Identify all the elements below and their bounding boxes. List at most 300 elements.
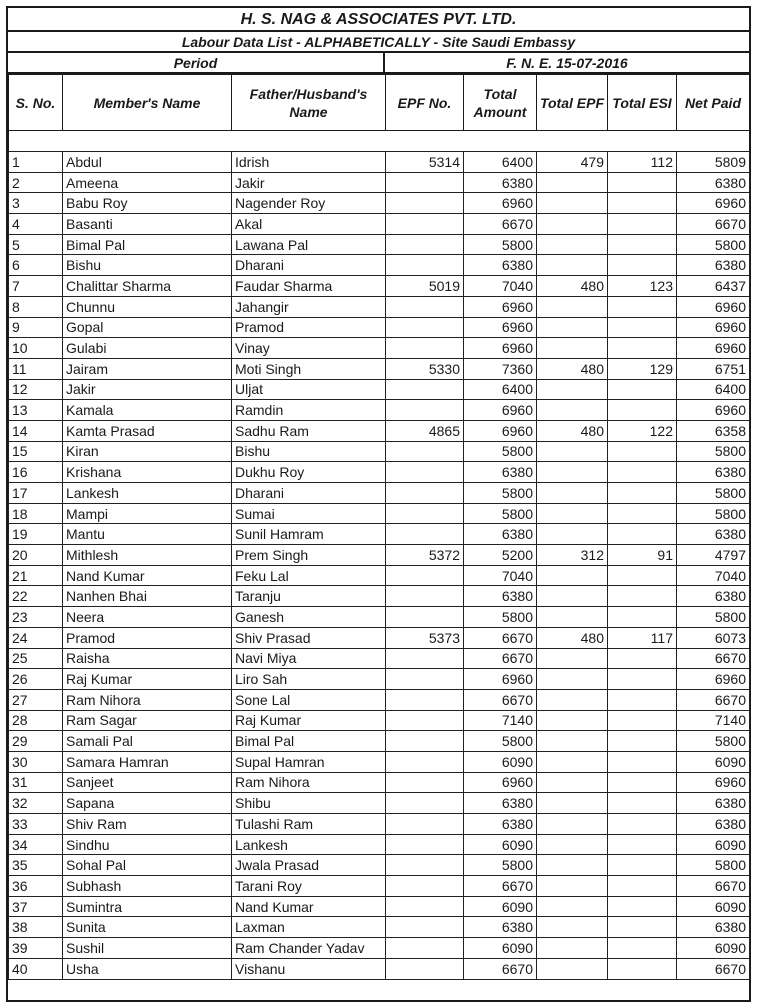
cell-member-name: Sohal Pal	[63, 855, 232, 876]
cell-net-paid: 6380	[677, 172, 750, 193]
table-row	[9, 420, 750, 441]
cell-total-esi	[608, 462, 677, 483]
cell-epf-no: 5314	[386, 152, 464, 173]
cell-total-epf: 312	[537, 545, 608, 566]
cell-net-paid: 6380	[677, 255, 750, 276]
cell-net-paid: 6358	[677, 420, 750, 441]
table-row	[9, 834, 750, 855]
cell-total-amount: 5800	[464, 855, 537, 876]
cell-member-name: Jakir	[63, 379, 232, 400]
cell-father-name: Vinay	[232, 338, 386, 359]
cell-father-name: Sone Lal	[232, 689, 386, 710]
cell-sno: 6	[9, 255, 63, 276]
cell-total-amount: 6400	[464, 379, 537, 400]
cell-total-epf	[537, 876, 608, 897]
table-row	[9, 565, 750, 586]
table-row	[9, 441, 750, 462]
cell-net-paid: 6437	[677, 276, 750, 297]
cell-epf-no	[386, 462, 464, 483]
cell-member-name: Lankesh	[63, 483, 232, 504]
table-row	[9, 172, 750, 193]
cell-total-epf	[537, 814, 608, 835]
cell-total-epf	[537, 317, 608, 338]
cell-member-name: Pramod	[63, 627, 232, 648]
cell-total-epf	[537, 793, 608, 814]
cell-net-paid: 6380	[677, 462, 750, 483]
cell-member-name: Gulabi	[63, 338, 232, 359]
header-net-paid: Net Paid	[677, 75, 750, 131]
cell-father-name: Jwala Prasad	[232, 855, 386, 876]
cell-net-paid: 6960	[677, 772, 750, 793]
cell-total-epf	[537, 214, 608, 235]
cell-epf-no	[386, 379, 464, 400]
table-row	[9, 379, 750, 400]
cell-father-name: Nagender Roy	[232, 193, 386, 214]
cell-net-paid: 6960	[677, 296, 750, 317]
cell-member-name: Sindhu	[63, 834, 232, 855]
cell-total-esi	[608, 669, 677, 690]
header-epf-no: EPF No.	[386, 75, 464, 131]
cell-sno: 24	[9, 627, 63, 648]
table-row	[9, 400, 750, 421]
cell-net-paid: 5800	[677, 503, 750, 524]
cell-total-epf	[537, 379, 608, 400]
cell-sno: 15	[9, 441, 63, 462]
table-row	[9, 317, 750, 338]
cell-sno: 1	[9, 152, 63, 173]
cell-epf-no: 4865	[386, 420, 464, 441]
cell-net-paid: 5800	[677, 441, 750, 462]
cell-sno: 21	[9, 565, 63, 586]
cell-father-name: Sadhu Ram	[232, 420, 386, 441]
cell-total-esi	[608, 689, 677, 710]
cell-total-esi: 122	[608, 420, 677, 441]
cell-epf-no	[386, 234, 464, 255]
cell-father-name: Pramod	[232, 317, 386, 338]
cell-total-amount: 6380	[464, 586, 537, 607]
cell-epf-no	[386, 689, 464, 710]
table-row	[9, 276, 750, 297]
cell-total-esi: 91	[608, 545, 677, 566]
cell-net-paid: 6670	[677, 689, 750, 710]
cell-epf-no	[386, 296, 464, 317]
labour-table	[8, 74, 750, 980]
cell-sno: 37	[9, 896, 63, 917]
table-row	[9, 358, 750, 379]
cell-epf-no	[386, 958, 464, 979]
cell-total-epf	[537, 896, 608, 917]
table-row	[9, 689, 750, 710]
cell-epf-no	[386, 338, 464, 359]
cell-sno: 39	[9, 938, 63, 959]
cell-total-esi	[608, 338, 677, 359]
cell-member-name: Kamta Prasad	[63, 420, 232, 441]
cell-sno: 31	[9, 772, 63, 793]
cell-epf-no	[386, 648, 464, 669]
cell-father-name: Idrish	[232, 152, 386, 173]
cell-epf-no	[386, 896, 464, 917]
cell-member-name: Gopal	[63, 317, 232, 338]
cell-total-esi	[608, 607, 677, 628]
cell-epf-no	[386, 214, 464, 235]
cell-father-name: Ramdin	[232, 400, 386, 421]
table-row	[9, 793, 750, 814]
cell-father-name: Supal Hamran	[232, 751, 386, 772]
cell-total-esi	[608, 772, 677, 793]
cell-net-paid: 6090	[677, 896, 750, 917]
cell-father-name: Prem Singh	[232, 545, 386, 566]
cell-total-epf	[537, 565, 608, 586]
cell-sno: 8	[9, 296, 63, 317]
cell-total-epf	[537, 607, 608, 628]
cell-sno: 40	[9, 958, 63, 979]
cell-total-esi	[608, 648, 677, 669]
cell-total-epf	[537, 400, 608, 421]
cell-net-paid: 6960	[677, 669, 750, 690]
cell-sno: 22	[9, 586, 63, 607]
cell-sno: 3	[9, 193, 63, 214]
cell-total-esi	[608, 503, 677, 524]
cell-total-amount: 6960	[464, 317, 537, 338]
cell-member-name: Raisha	[63, 648, 232, 669]
cell-net-paid: 6380	[677, 586, 750, 607]
cell-total-epf	[537, 234, 608, 255]
cell-net-paid: 7040	[677, 565, 750, 586]
cell-epf-no	[386, 814, 464, 835]
table-row	[9, 855, 750, 876]
cell-total-amount: 5800	[464, 483, 537, 504]
cell-net-paid: 6380	[677, 814, 750, 835]
cell-father-name: Ram Chander Yadav	[232, 938, 386, 959]
cell-total-esi	[608, 834, 677, 855]
cell-total-esi	[608, 876, 677, 897]
cell-net-paid: 6670	[677, 958, 750, 979]
cell-total-epf: 480	[537, 358, 608, 379]
cell-father-name: Jakir	[232, 172, 386, 193]
cell-total-amount: 6090	[464, 896, 537, 917]
cell-net-paid: 6073	[677, 627, 750, 648]
cell-total-epf	[537, 855, 608, 876]
cell-total-esi	[608, 317, 677, 338]
cell-sno: 25	[9, 648, 63, 669]
cell-sno: 33	[9, 814, 63, 835]
cell-total-esi	[608, 172, 677, 193]
cell-sno: 14	[9, 420, 63, 441]
cell-total-amount: 6090	[464, 751, 537, 772]
cell-father-name: Jahangir	[232, 296, 386, 317]
cell-epf-no	[386, 441, 464, 462]
cell-epf-no	[386, 710, 464, 731]
cell-total-esi: 129	[608, 358, 677, 379]
cell-total-amount: 7360	[464, 358, 537, 379]
cell-total-amount: 6960	[464, 193, 537, 214]
spacer-cell	[9, 131, 750, 152]
cell-member-name: Bishu	[63, 255, 232, 276]
cell-total-esi	[608, 814, 677, 835]
cell-total-epf	[537, 172, 608, 193]
cell-member-name: Sapana	[63, 793, 232, 814]
cell-net-paid: 5800	[677, 234, 750, 255]
cell-sno: 12	[9, 379, 63, 400]
cell-father-name: Lawana Pal	[232, 234, 386, 255]
cell-member-name: Babu Roy	[63, 193, 232, 214]
cell-member-name: Subhash	[63, 876, 232, 897]
cell-father-name: Navi Miya	[232, 648, 386, 669]
cell-sno: 36	[9, 876, 63, 897]
cell-total-epf	[537, 503, 608, 524]
cell-member-name: Sushil	[63, 938, 232, 959]
cell-net-paid: 5800	[677, 483, 750, 504]
cell-total-amount: 6670	[464, 214, 537, 235]
cell-total-amount: 5200	[464, 545, 537, 566]
cell-member-name: Krishana	[63, 462, 232, 483]
company-title: H. S. NAG & ASSOCIATES PVT. LTD.	[8, 8, 749, 32]
cell-total-esi	[608, 483, 677, 504]
cell-total-epf	[537, 938, 608, 959]
cell-total-epf	[537, 772, 608, 793]
cell-epf-no	[386, 793, 464, 814]
cell-net-paid: 5800	[677, 855, 750, 876]
table-row	[9, 462, 750, 483]
cell-total-epf	[537, 193, 608, 214]
labour-data-sheet	[6, 6, 751, 1002]
table-row	[9, 586, 750, 607]
cell-total-amount: 6960	[464, 338, 537, 359]
cell-total-esi	[608, 896, 677, 917]
cell-father-name: Uljat	[232, 379, 386, 400]
table-row	[9, 607, 750, 628]
cell-father-name: Vishanu	[232, 958, 386, 979]
cell-sno: 18	[9, 503, 63, 524]
cell-sno: 23	[9, 607, 63, 628]
cell-total-amount: 6960	[464, 772, 537, 793]
period-row	[8, 53, 749, 74]
cell-total-amount: 6380	[464, 917, 537, 938]
cell-total-amount: 6670	[464, 876, 537, 897]
table-row	[9, 751, 750, 772]
table-row	[9, 214, 750, 235]
cell-member-name: Samara Hamran	[63, 751, 232, 772]
table-row	[9, 524, 750, 545]
cell-sno: 34	[9, 834, 63, 855]
cell-sno: 17	[9, 483, 63, 504]
cell-net-paid: 6090	[677, 938, 750, 959]
cell-father-name: Moti Singh	[232, 358, 386, 379]
cell-total-esi	[608, 731, 677, 752]
table-row	[9, 152, 750, 173]
table-row	[9, 814, 750, 835]
cell-total-amount: 6380	[464, 172, 537, 193]
cell-net-paid: 6380	[677, 793, 750, 814]
cell-father-name: Tulashi Ram	[232, 814, 386, 835]
cell-member-name: Chunnu	[63, 296, 232, 317]
cell-sno: 27	[9, 689, 63, 710]
cell-total-amount: 7140	[464, 710, 537, 731]
cell-member-name: Mampi	[63, 503, 232, 524]
header-sno: S. No.	[9, 75, 63, 131]
cell-total-esi	[608, 296, 677, 317]
cell-member-name: Nand Kumar	[63, 565, 232, 586]
cell-sno: 26	[9, 669, 63, 690]
cell-father-name: Raj Kumar	[232, 710, 386, 731]
cell-total-amount: 7040	[464, 276, 537, 297]
cell-father-name: Taranju	[232, 586, 386, 607]
cell-total-esi	[608, 751, 677, 772]
cell-epf-no: 5019	[386, 276, 464, 297]
cell-member-name: Ameena	[63, 172, 232, 193]
cell-net-paid: 6670	[677, 876, 750, 897]
cell-epf-no	[386, 772, 464, 793]
cell-father-name: Nand Kumar	[232, 896, 386, 917]
cell-total-amount: 6960	[464, 420, 537, 441]
cell-member-name: Shiv Ram	[63, 814, 232, 835]
cell-father-name: Shiv Prasad	[232, 627, 386, 648]
cell-member-name: Chalittar Sharma	[63, 276, 232, 297]
header-member-name: Member's Name	[63, 75, 232, 131]
cell-epf-no	[386, 586, 464, 607]
cell-epf-no	[386, 917, 464, 938]
cell-net-paid: 6380	[677, 917, 750, 938]
cell-sno: 28	[9, 710, 63, 731]
cell-total-epf: 480	[537, 276, 608, 297]
cell-total-amount: 6380	[464, 524, 537, 545]
header-total-esi: Total ESI	[608, 75, 677, 131]
cell-total-esi	[608, 793, 677, 814]
cell-epf-no	[386, 524, 464, 545]
cell-epf-no: 5330	[386, 358, 464, 379]
cell-total-epf	[537, 710, 608, 731]
cell-total-amount: 5800	[464, 607, 537, 628]
table-row	[9, 710, 750, 731]
cell-total-esi	[608, 255, 677, 276]
cell-epf-no	[386, 855, 464, 876]
spacer-row	[9, 131, 750, 152]
cell-father-name: Dharani	[232, 483, 386, 504]
cell-sno: 16	[9, 462, 63, 483]
cell-member-name: Abdul	[63, 152, 232, 173]
cell-member-name: Ram Nihora	[63, 689, 232, 710]
table-row	[9, 772, 750, 793]
cell-epf-no	[386, 255, 464, 276]
cell-sno: 19	[9, 524, 63, 545]
cell-net-paid: 6960	[677, 400, 750, 421]
cell-total-epf: 480	[537, 420, 608, 441]
table-row	[9, 296, 750, 317]
table-row	[9, 917, 750, 938]
cell-father-name: Akal	[232, 214, 386, 235]
cell-total-amount: 6670	[464, 689, 537, 710]
cell-total-amount: 6670	[464, 958, 537, 979]
cell-net-paid: 7140	[677, 710, 750, 731]
cell-member-name: Neera	[63, 607, 232, 628]
table-row	[9, 338, 750, 359]
cell-total-epf	[537, 524, 608, 545]
cell-sno: 13	[9, 400, 63, 421]
cell-father-name: Tarani Roy	[232, 876, 386, 897]
table-row	[9, 648, 750, 669]
cell-sno: 5	[9, 234, 63, 255]
table-row	[9, 545, 750, 566]
cell-net-paid: 6960	[677, 317, 750, 338]
cell-total-amount: 6380	[464, 793, 537, 814]
cell-total-esi: 123	[608, 276, 677, 297]
table-row	[9, 503, 750, 524]
cell-total-amount: 6960	[464, 296, 537, 317]
cell-epf-no: 5372	[386, 545, 464, 566]
cell-total-epf	[537, 834, 608, 855]
cell-net-paid: 6960	[677, 338, 750, 359]
cell-total-esi	[608, 565, 677, 586]
cell-member-name: Raj Kumar	[63, 669, 232, 690]
cell-total-esi	[608, 441, 677, 462]
cell-total-amount: 7040	[464, 565, 537, 586]
cell-member-name: Samali Pal	[63, 731, 232, 752]
cell-member-name: Mithlesh	[63, 545, 232, 566]
cell-sno: 20	[9, 545, 63, 566]
cell-net-paid: 5800	[677, 731, 750, 752]
cell-member-name: Sunita	[63, 917, 232, 938]
cell-total-epf	[537, 296, 608, 317]
cell-father-name: Sunil Hamram	[232, 524, 386, 545]
cell-total-amount: 6960	[464, 400, 537, 421]
cell-father-name: Laxman	[232, 917, 386, 938]
cell-sno: 38	[9, 917, 63, 938]
cell-epf-no: 5373	[386, 627, 464, 648]
cell-total-esi	[608, 400, 677, 421]
cell-total-epf: 480	[537, 627, 608, 648]
cell-father-name: Bimal Pal	[232, 731, 386, 752]
cell-net-paid: 6090	[677, 834, 750, 855]
cell-total-epf	[537, 751, 608, 772]
cell-sno: 32	[9, 793, 63, 814]
cell-net-paid: 5809	[677, 152, 750, 173]
cell-father-name: Lankesh	[232, 834, 386, 855]
cell-sno: 10	[9, 338, 63, 359]
cell-sno: 7	[9, 276, 63, 297]
table-row	[9, 627, 750, 648]
cell-total-esi	[608, 917, 677, 938]
table-row	[9, 731, 750, 752]
cell-epf-no	[386, 607, 464, 628]
cell-total-amount: 5800	[464, 234, 537, 255]
cell-sno: 2	[9, 172, 63, 193]
cell-member-name: Nanhen Bhai	[63, 586, 232, 607]
cell-total-amount: 5800	[464, 503, 537, 524]
cell-total-amount: 6380	[464, 255, 537, 276]
cell-total-amount: 6090	[464, 834, 537, 855]
cell-total-amount: 6090	[464, 938, 537, 959]
cell-father-name: Liro Sah	[232, 669, 386, 690]
table-row	[9, 896, 750, 917]
cell-total-epf	[537, 255, 608, 276]
cell-sno: 29	[9, 731, 63, 752]
cell-total-esi	[608, 193, 677, 214]
cell-total-epf	[537, 441, 608, 462]
cell-total-amount: 5800	[464, 441, 537, 462]
table-row	[9, 669, 750, 690]
cell-total-esi	[608, 379, 677, 400]
table-row	[9, 234, 750, 255]
header-total-epf: Total EPF	[537, 75, 608, 131]
cell-net-paid: 4797	[677, 545, 750, 566]
cell-total-esi: 112	[608, 152, 677, 173]
period-label: Period	[8, 53, 385, 72]
cell-total-amount: 6380	[464, 814, 537, 835]
cell-total-epf	[537, 648, 608, 669]
cell-total-amount: 6380	[464, 462, 537, 483]
cell-father-name: Dharani	[232, 255, 386, 276]
cell-total-epf	[537, 689, 608, 710]
